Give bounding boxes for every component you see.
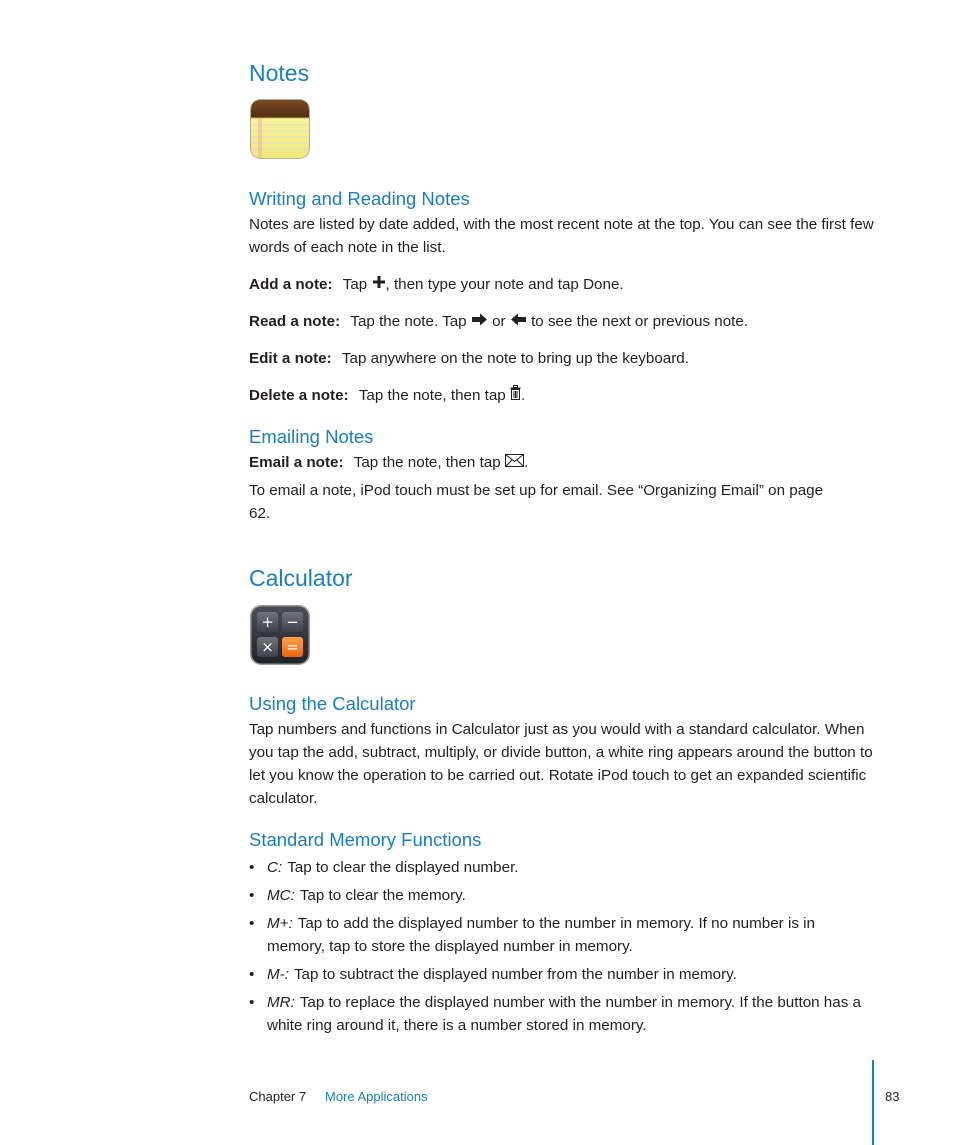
envelope-icon — [505, 451, 524, 474]
list-item — [249, 991, 874, 1037]
memory-key-term: MC: — [267, 887, 295, 904]
edit-note-instruction — [249, 347, 874, 370]
calculator-title: Calculator — [249, 565, 353, 591]
bullet-dot: • — [249, 915, 255, 932]
calc-key-equals: = — [286, 638, 299, 656]
emailing-notes-heading: Emailing Notes — [249, 426, 374, 447]
bullet-dot: • — [249, 994, 255, 1011]
email-note-post: . — [523, 454, 529, 471]
delete-note-post: . — [521, 387, 526, 404]
page-number: 83 — [885, 1089, 900, 1104]
email-note-term: Email a note: — [249, 454, 344, 471]
memory-key-desc: Tap to add the displayed number to the number in memory. If no number is in memory, tap to store the displayed number in memory. — [267, 915, 815, 955]
read-note-term: Read a note: — [249, 313, 341, 330]
memory-key-term: M-: — [267, 966, 289, 983]
delete-note-pre: Tap the note, then tap — [358, 387, 506, 404]
footer-chapter: Chapter 7 — [249, 1089, 307, 1104]
edit-note-term: Edit a note: — [249, 350, 332, 367]
emailing-notes-para: To email a note, iPod touch must be set up for email. See “Organizing Email” on page 62. — [249, 482, 824, 522]
memory-key-desc: Tap to clear the displayed number. — [287, 859, 519, 876]
memory-key-term: M+: — [267, 915, 293, 932]
memory-key-desc: Tap to clear the memory. — [299, 887, 466, 904]
email-note-instruction — [249, 451, 874, 474]
bullet-dot: • — [249, 966, 255, 983]
memory-key-term: C: — [267, 859, 283, 876]
calculator-app-icon — [249, 604, 311, 666]
list-item — [249, 963, 874, 986]
list-item — [249, 884, 874, 907]
left-arrow-icon — [510, 310, 527, 333]
memory-functions-heading: Standard Memory Functions — [249, 829, 482, 850]
footer-divider — [872, 1060, 874, 1145]
read-note-post: to see the next or previous note. — [531, 313, 749, 330]
read-note-mid: or — [492, 313, 506, 330]
bullet-dot: • — [249, 859, 255, 876]
using-calculator-heading: Using the Calculator — [249, 693, 416, 714]
add-note-term: Add a note: — [249, 276, 333, 293]
memory-key-desc: Tap to subtract the displayed number from the number in memory. — [293, 966, 737, 983]
memory-functions-list — [249, 856, 874, 1037]
read-note-instruction — [249, 310, 874, 333]
delete-note-instruction — [249, 384, 874, 407]
calc-key-plus: + — [261, 613, 274, 631]
notes-app-icon — [249, 98, 311, 160]
add-note-instruction — [249, 273, 874, 296]
using-calculator-para: Tap numbers and functions in Calculator just as you would with a standard calculator. When you tap the add, subtract, multiply, or divide button, a white ring appears around the button to let you know the operation to be carried out. Rotate iPod touch to get an expanded scientific calculator. — [249, 721, 873, 807]
edit-note-text: Tap anywhere on the note to bring up the keyboard. — [341, 350, 689, 367]
notes-title: Notes — [249, 60, 310, 86]
add-note-pre: Tap — [342, 276, 368, 293]
plus-icon — [372, 273, 386, 296]
list-item — [249, 912, 874, 958]
footer-chapter-title: More Applications — [325, 1089, 428, 1104]
read-note-pre: Tap the note. Tap — [350, 313, 467, 330]
calc-key-multiply: × — [261, 638, 274, 656]
trash-icon — [510, 384, 521, 407]
list-item — [249, 856, 874, 879]
email-note-pre: Tap the note, then tap — [353, 454, 501, 471]
writing-notes-intro: Notes are listed by date added, with the most recent note at the top. You can see the first few words of each note in the list. — [249, 216, 874, 256]
calc-key-minus: − — [286, 613, 299, 631]
delete-note-term: Delete a note: — [249, 387, 349, 404]
bullet-dot: • — [249, 887, 255, 904]
memory-key-term: MR: — [267, 994, 295, 1011]
writing-notes-heading: Writing and Reading Notes — [249, 188, 470, 209]
add-note-post: , then type your note and tap Done. — [385, 276, 624, 293]
right-arrow-icon — [471, 310, 488, 333]
memory-key-desc: Tap to replace the displayed number with the number in memory. If the button has a white ring around it, there is a number stored in memory. — [267, 994, 861, 1034]
